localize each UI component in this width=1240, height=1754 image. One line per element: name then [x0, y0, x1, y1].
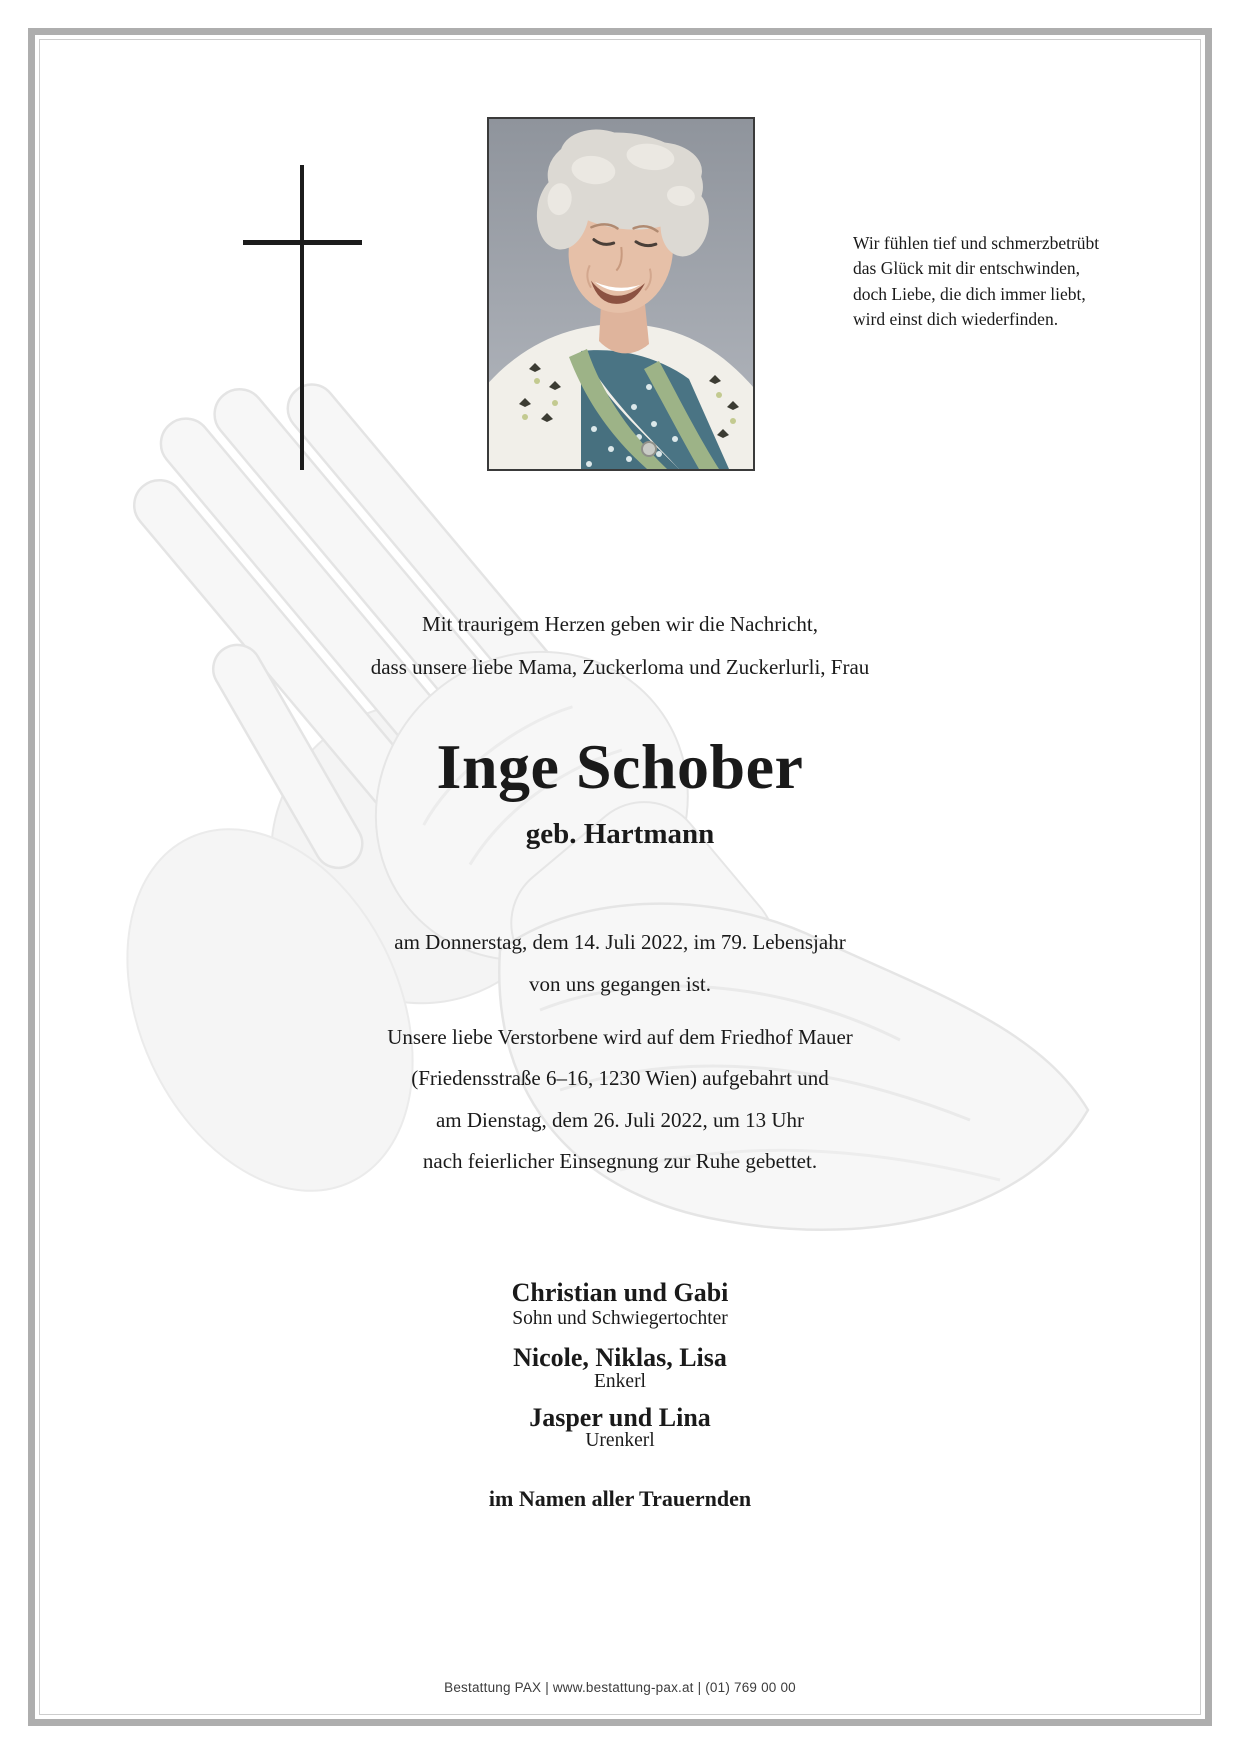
mourner-names: Jasper und Lina: [529, 1403, 711, 1432]
announcement-line: Mit traurigem Herzen geben wir die Nachricht,: [422, 612, 818, 636]
poem-line: das Glück mit dir entschwinden,: [853, 258, 1080, 279]
funeral-info-line: (Friedensstraße 6–16, 1230 Wien) aufgebahrt und: [411, 1066, 829, 1090]
mourner-relation: Urenkerl: [585, 1430, 655, 1451]
funeral-info-line: Unsere liebe Verstorbene wird auf dem Friedhof Mauer: [387, 1025, 853, 1049]
deceased-portrait-photo: [487, 117, 755, 471]
death-date-line: am Donnerstag, dem 14. Juli 2022, im 79. Lebensjahr: [394, 930, 846, 954]
poem-line: wird einst dich wiederfinden.: [853, 308, 1059, 329]
mourner-names: Nicole, Niklas, Lisa: [513, 1343, 727, 1372]
poem-line: Wir fühlen tief und schmerzbetrübt: [853, 233, 1100, 253]
cross-icon-bar: [243, 240, 362, 245]
announcement-line: dass unsere liebe Mama, Zuckerloma und Zuckerlurli, Frau: [370, 655, 870, 679]
deceased-name: Inge Schober: [436, 731, 804, 802]
mourner-names: Christian und Gabi: [511, 1278, 729, 1307]
condolence-poem: [853, 231, 1153, 332]
deceased-birth-name: geb. Hartmann: [525, 818, 715, 850]
death-date-line: von uns gegangen ist.: [529, 972, 711, 996]
poem-line: doch Liebe, die dich immer liebt,: [853, 283, 1086, 304]
mourner-relation: Sohn und Schwiegertochter: [512, 1308, 728, 1329]
cross-icon: [300, 165, 304, 470]
mourner-relation: Enkerl: [594, 1371, 646, 1392]
funeral-info-line: am Dienstag, dem 26. Juli 2022, um 13 Uhr: [435, 1108, 805, 1132]
funeral-info-line: nach feierlicher Einsegnung zur Ruhe gebettet.: [422, 1149, 818, 1173]
closing-line: im Namen aller Trauernden: [488, 1486, 752, 1511]
funeral-home-footer: Bestattung PAX | www.bestattung-pax.at | (01) 769 00 00: [444, 1680, 796, 1695]
